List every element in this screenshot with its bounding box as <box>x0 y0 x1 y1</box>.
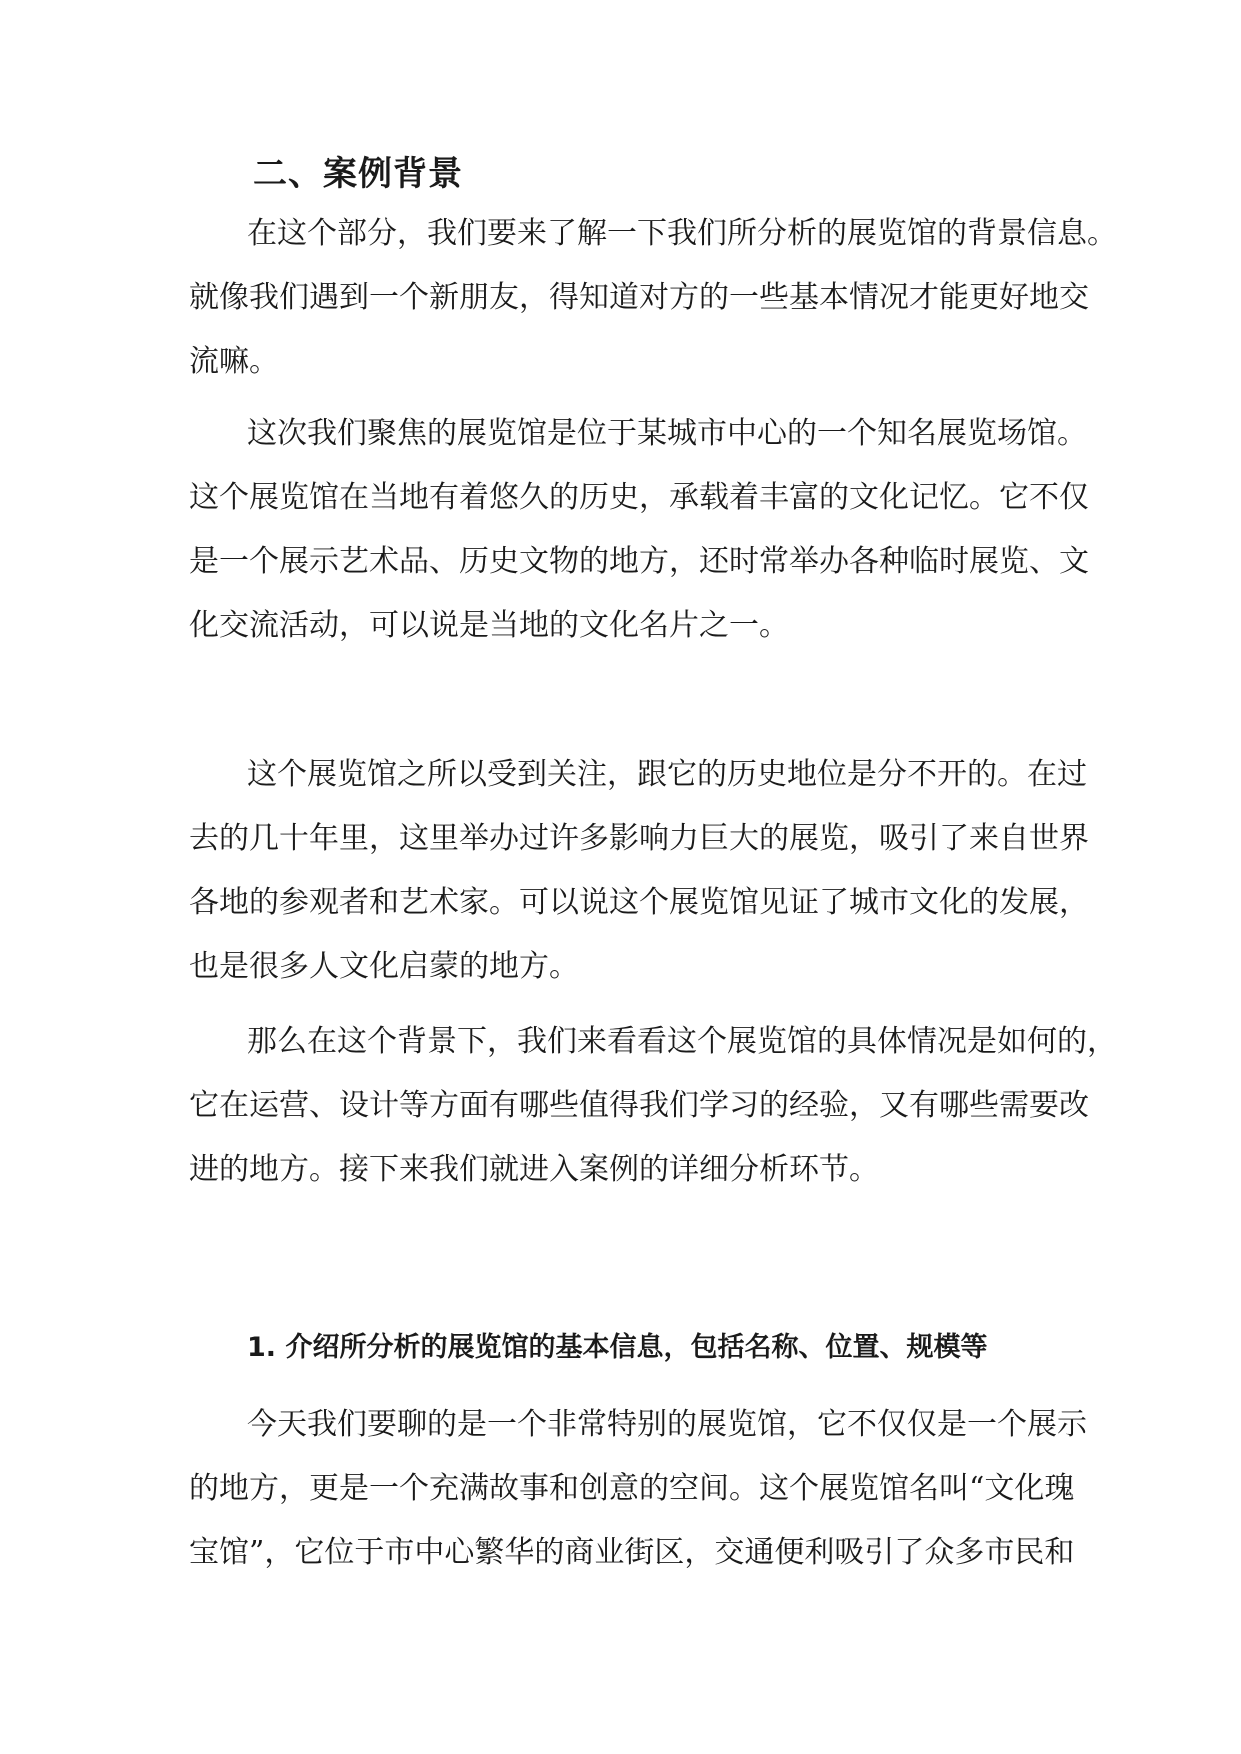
text-line: 化交流活动，可以说是当地的文化名片之一。 <box>189 608 789 643</box>
text-line: 那么在这个背景下，我们来看看这个展览馆的具体情况是如何的， <box>247 1024 1117 1059</box>
paragraph-5 <box>189 1393 1087 1585</box>
text-line: 就像我们遇到一个新朋友，得知道对方的一些基本情况才能更好地交 <box>189 280 1089 315</box>
text-line: 今天我们要聊的是一个非常特别的展览馆，它不仅仅是一个展示 <box>247 1407 1087 1442</box>
text-line: 进的地方。接下来我们就进入案例的详细分析环节。 <box>189 1152 879 1187</box>
text-line: 在这个部分，我们要来了解一下我们所分析的展览馆的背景信息。 <box>247 216 1117 251</box>
text-line: 这次我们聚焦的展览馆是位于某城市中心的一个知名展览场馆。 <box>247 416 1087 451</box>
text-line: 它在运营、设计等方面有哪些值得我们学习的经验，又有哪些需要改 <box>189 1088 1089 1123</box>
paragraph-2 <box>189 402 1089 658</box>
text-line: 流嘛。 <box>189 344 279 379</box>
text-line: 这个展览馆在当地有着悠久的历史，承载着丰富的文化记忆。它不仅 <box>189 480 1089 515</box>
text-line: 去的几十年里，这里举办过许多影响力巨大的展览，吸引了来自世界 <box>189 821 1089 856</box>
text-line: 也是很多人文化启蒙的地方。 <box>189 949 579 984</box>
paragraph-3 <box>189 743 1089 999</box>
text-line: 是一个展示艺术品、历史文物的地方，还时常举办各种临时展览、文 <box>189 544 1089 579</box>
paragraph-1 <box>189 202 1117 394</box>
subsection-heading: 1. 介绍所分析的展览馆的基本信息，包括名称、位置、规模等 <box>247 1332 988 1363</box>
text-line: 宝馆”，它位于市中心繁华的商业街区，交通便利吸引了众多市民和 <box>189 1535 1075 1570</box>
section-heading: 二、案例背景 <box>253 154 463 194</box>
paragraph-4 <box>189 1010 1117 1202</box>
text-line: 这个展览馆之所以受到关注，跟它的历史地位是分不开的。在过 <box>247 757 1087 792</box>
text-line: 的地方，更是一个充满故事和创意的空间。这个展览馆名叫“文化瑰 <box>189 1471 1075 1506</box>
text-line: 各地的参观者和艺术家。可以说这个展览馆见证了城市文化的发展， <box>189 885 1089 920</box>
